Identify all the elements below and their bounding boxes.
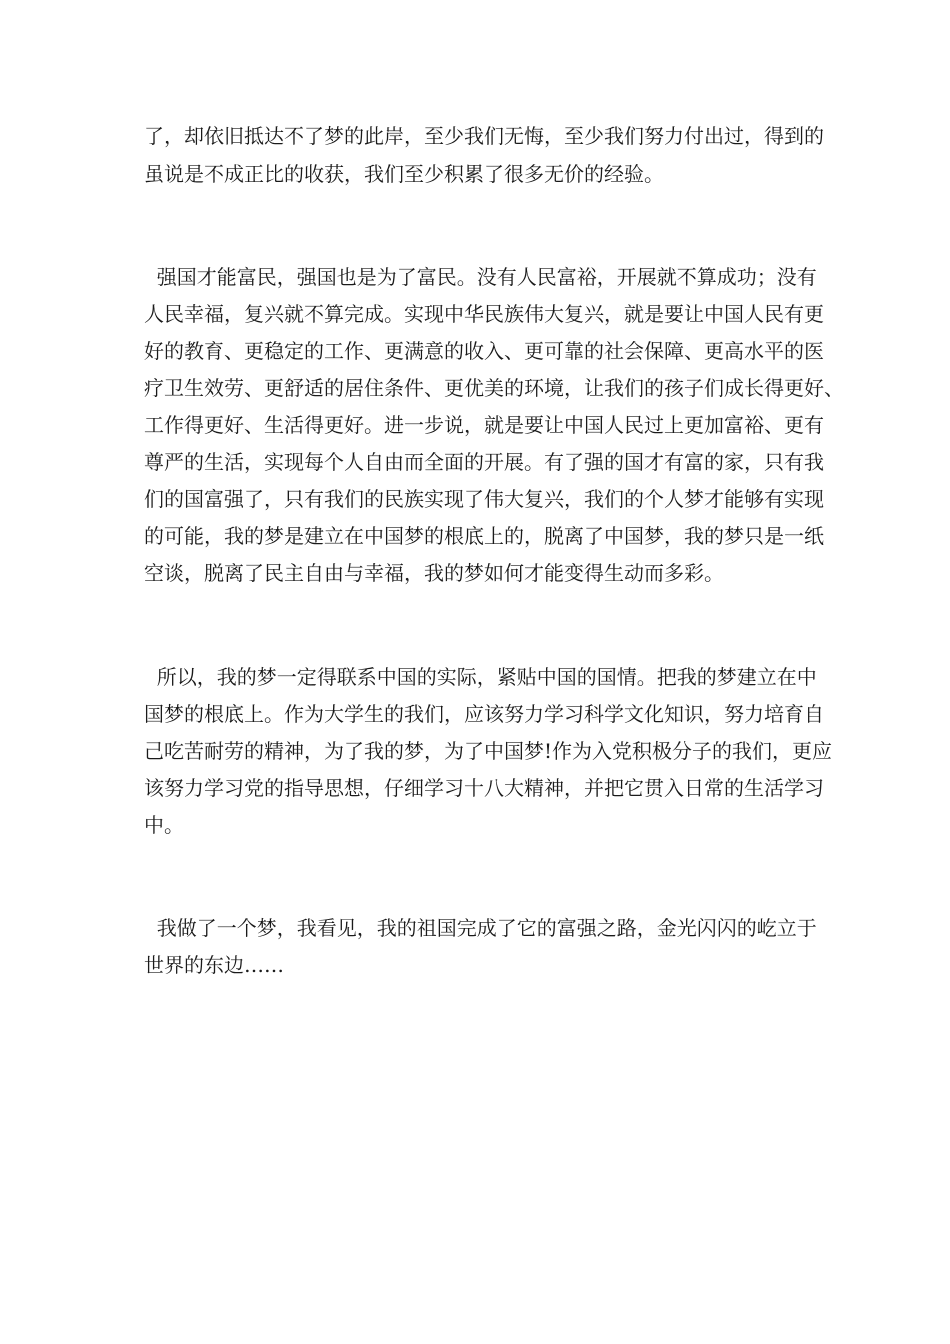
paragraph-4-line-1: 我做了一个梦，我看见，我的祖国完成了它的富强之路，金光闪闪的屹立于 [144, 916, 817, 940]
paragraph-1-line-2: 虽说是不成正比的收获，我们至少积累了很多无价的经验。 [144, 162, 664, 186]
paragraph-2-line-5: 工作得更好、生活得更好。进一步说，就是要让中国人民过上更加富裕、更有 [144, 413, 824, 437]
paragraph-3-line-3: 己吃苦耐劳的精神，为了我的梦，为了中国梦!作为入党积极分子的我们，更应 [144, 739, 833, 763]
paragraph-3-line-4: 该努力学习党的指导思想，仔细学习十八大精神，并把它贯入日常的生活学习 [144, 776, 824, 800]
paragraph-2-line-1: 强国才能富民，强国也是为了富民。没有人民富裕，开展就不算成功；没有 [144, 265, 817, 289]
paragraph-2-line-9: 空谈，脱离了民主自由与幸福，我的梦如何才能变得生动而多彩。 [144, 561, 724, 585]
paragraph-3-line-1: 所以，我的梦一定得联系中国的实际，紧贴中国的国情。把我的梦建立在中 [144, 665, 817, 689]
paragraph-3-line-5: 中。 [144, 813, 184, 837]
paragraph-2-line-4: 疗卫生效劳、更舒适的居住条件、更优美的环境，让我们的孩子们成长得更好、 [144, 376, 844, 400]
paragraph-2-line-3: 好的教育、更稳定的工作、更满意的收入、更可靠的社会保障、更高水平的医 [144, 339, 824, 363]
paragraph-1-line-1: 了，却依旧抵达不了梦的此岸，至少我们无悔，至少我们努力付出过，得到的 [144, 124, 824, 148]
paragraph-3-line-2: 国梦的根底上。作为大学生的我们，应该努力学习科学文化知识，努力培育自 [144, 702, 824, 726]
paragraph-2-line-7: 们的国富强了，只有我们的民族实现了伟大复兴，我们的个人梦才能够有实现 [144, 487, 824, 511]
paragraph-2-line-2: 人民幸福，复兴就不算完成。实现中华民族伟大复兴，就是要让中国人民有更 [144, 302, 824, 326]
paragraph-2-line-8: 的可能，我的梦是建立在中国梦的根底上的，脱离了中国梦，我的梦只是一纸 [144, 524, 824, 548]
paragraph-4-line-2: 世界的东边…… [144, 953, 284, 977]
paragraph-2-line-6: 尊严的生活，实现每个人自由而全面的开展。有了强的国才有富的家，只有我 [144, 450, 824, 474]
